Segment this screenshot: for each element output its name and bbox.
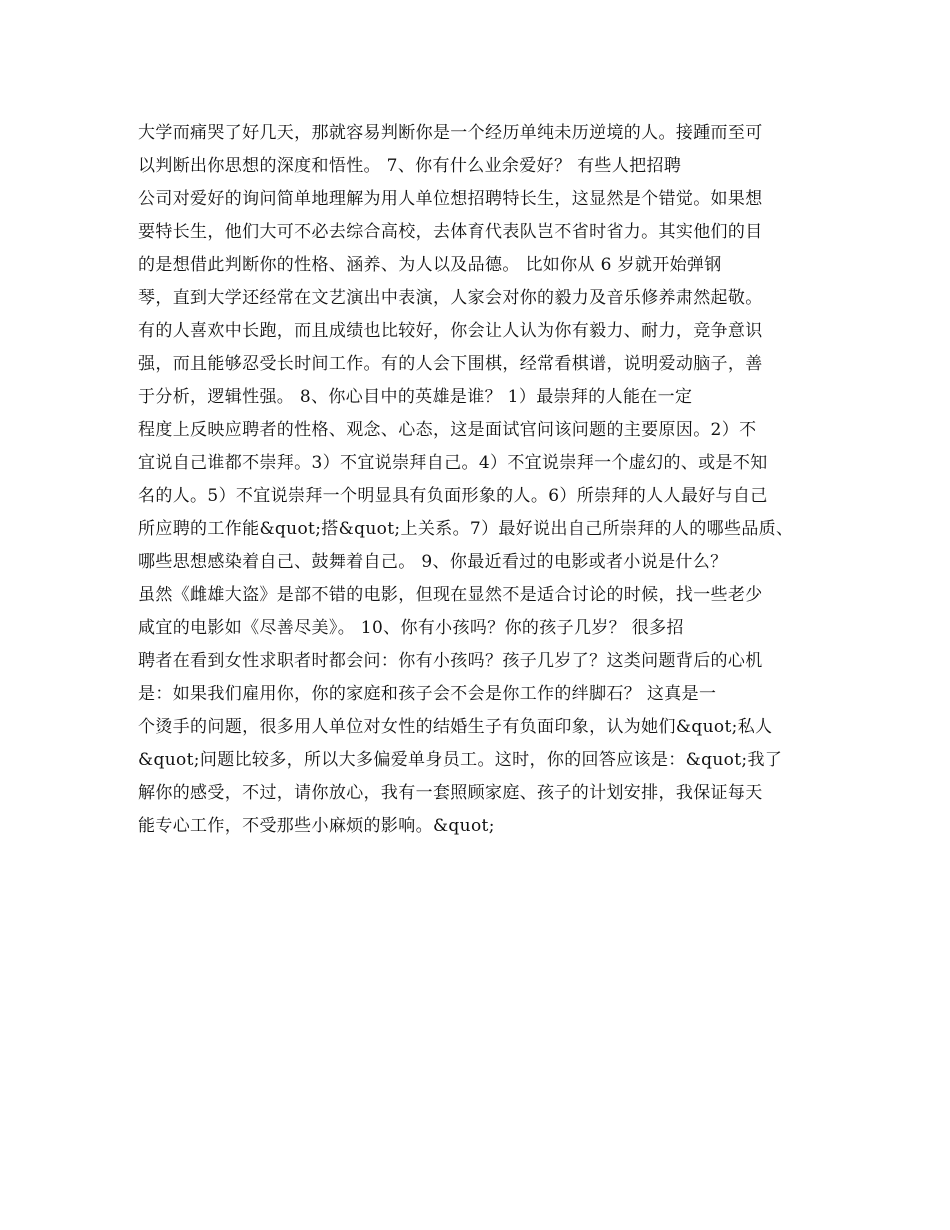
text-line: 程度上反映应聘者的性格、观念、心态，这是面试官问该问题的主要原因。2）不 <box>138 420 757 440</box>
text-line: 大学而痛哭了好几天，那就容易判断你是一个经历单纯未历逆境的人。接踵而至可 <box>138 123 763 143</box>
text-line: 强，而且能够忍受长时间工作。有的人会下围棋，经常看棋谱，说明爱动脑子，善 <box>138 354 763 374</box>
text-line: 的是想借此判断你的性格、涵养、为人以及品德。 比如你从 6 岁就开始弹钢 <box>138 255 722 275</box>
text-line: 虽然《雌雄大盗》是部不错的电影，但现在显然不是适合讨论的时候，找一些老少 <box>138 585 763 605</box>
text-line: 哪些思想感染着自己、鼓舞着自己。 9、你最近看过的电影或者小说是什么？ <box>138 552 728 572</box>
text-line: 琴，直到大学还经常在文艺演出中表演，人家会对你的毅力及音乐修养肃然起敬。 <box>138 288 763 308</box>
text-line: &quot;问题比较多，所以大多偏爱单身员工。这时，你的回答应该是：&quot;我了 <box>138 750 783 770</box>
text-line: 要特长生，他们大可不必去综合高校，去体育代表队岂不省时省力。其实他们的目 <box>138 222 763 242</box>
text-line: 所应聘的工作能&quot;搭&quot;上关系。7）最好说出自己所崇拜的人的哪些品质、 <box>138 519 794 539</box>
body-text <box>138 117 818 843</box>
text-line: 以判断出你思想的深度和悟性。 7、你有什么业余爱好？ 有些人把招聘 <box>138 156 682 176</box>
text-line: 是：如果我们雇用你，你的家庭和孩子会不会是你工作的绊脚石？ 这真是一 <box>138 684 717 704</box>
text-line: 公司对爱好的询问简单地理解为用人单位想招聘特长生，这显然是个错觉。如果想 <box>138 189 763 209</box>
text-line: 聘者在看到女性求职者时都会问：你有小孩吗？孩子几岁了？这类问题背后的心机 <box>138 651 763 671</box>
text-line: 能专心工作，不受那些小麻烦的影响。&quot; <box>138 816 495 836</box>
text-line: 有的人喜欢中长跑，而且成绩也比较好，你会让人认为你有毅力、耐力，竞争意识 <box>138 321 763 341</box>
text-line: 于分析，逻辑性强。 8、你心目中的英雄是谁？ 1）最崇拜的人能在一定 <box>138 387 693 407</box>
text-line: 咸宜的电影如《尽善尽美》。 10、你有小孩吗？你的孩子几岁？ 很多招 <box>138 618 684 638</box>
text-line: 个烫手的问题，很多用人单位对女性的结婚生子有负面印象，认为她们&quot;私人 <box>138 717 773 737</box>
text-line: 宜说自己谁都不崇拜。3）不宜说崇拜自己。4）不宜说崇拜一个虚幻的、或是不知 <box>138 453 768 473</box>
text-line: 解你的感受，不过，请你放心，我有一套照顾家庭、孩子的计划安排，我保证每天 <box>138 783 763 803</box>
text-line: 名的人。5）不宜说崇拜一个明显具有负面形象的人。6）所崇拜的人人最好与自己 <box>138 486 768 506</box>
